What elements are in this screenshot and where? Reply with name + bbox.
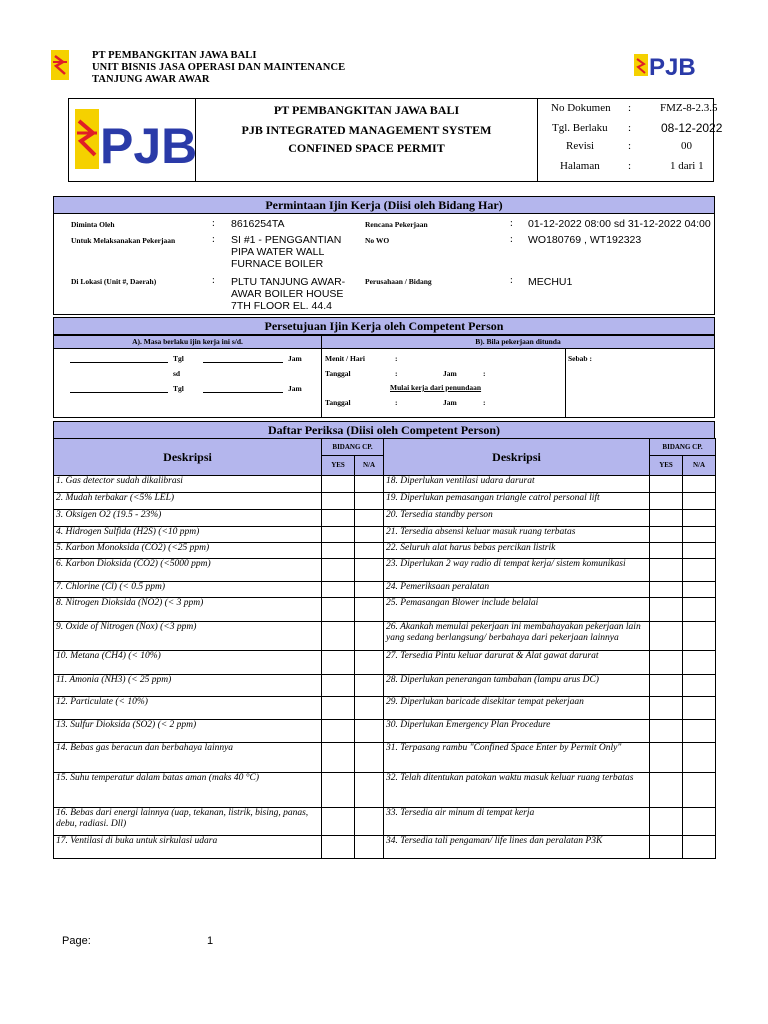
na-header-right: N/A <box>683 456 716 476</box>
doc-revision-value: 00 <box>681 140 692 152</box>
checkbox-na-left[interactable] <box>355 675 384 697</box>
page-number: 1 <box>207 935 214 947</box>
company-name: PT PEMBANGKITAN JAWA BALI <box>92 50 257 61</box>
doc-date-value: 08-12-2022 <box>661 121 723 135</box>
diminta-value: 8616254TA <box>231 218 285 230</box>
doc-revision-label: Revisi <box>566 140 595 152</box>
doc-number-label: No Dokumen <box>551 102 611 114</box>
checkbox-na-right[interactable] <box>683 808 716 836</box>
approval-divider-1 <box>321 348 322 418</box>
checkbox-na-right[interactable] <box>683 582 716 598</box>
tgl-line-2 <box>70 392 168 393</box>
yes-header-right: YES <box>650 456 683 476</box>
untuk-value <box>231 234 341 270</box>
tanggal-label-1: Tanggal <box>325 369 351 378</box>
checklist-item-right: 32. Telah ditentukan patokan waktu masuk keluar ruang terbatas <box>384 773 650 808</box>
checkbox-na-left[interactable] <box>355 493 384 510</box>
checklist-row <box>54 808 716 836</box>
checkbox-na-left[interactable] <box>355 773 384 808</box>
sebab-label: Sebab : <box>568 354 592 363</box>
checklist-item-right: 29. Diperlukan baricade disekitar tempat pekerjaan <box>384 697 650 720</box>
approval-divider-2 <box>565 348 566 418</box>
tgl-line-1 <box>70 362 168 363</box>
checkbox-na-right[interactable] <box>683 559 716 582</box>
checklist-row <box>54 476 716 493</box>
checklist-row <box>54 675 716 697</box>
checklist-row <box>54 651 716 675</box>
jam-label-1: Jam <box>288 354 302 363</box>
checkbox-yes-left[interactable] <box>322 697 355 720</box>
pjb-logo-top-right <box>632 50 704 80</box>
checklist-item-left: 2. Mudah terbakar (<5% LEL) <box>54 493 322 510</box>
doc-number-colon: : <box>628 102 632 114</box>
checklist-row <box>54 543 716 559</box>
checklist-item-right: 19. Diperlukan pemasangan triangle catrol personal lift <box>384 493 650 510</box>
doc-date-colon: : <box>628 122 632 134</box>
checkbox-na-left[interactable] <box>355 543 384 559</box>
menit-hari-colon: : <box>395 354 398 363</box>
checkbox-na-right[interactable] <box>683 493 716 510</box>
section-approval-title: Persetujuan Ijin Kerja oleh Competent Person <box>53 317 715 335</box>
checklist-item-left: 8. Nitrogen Dioksida (NO2) (< 3 ppm) <box>54 598 322 622</box>
checklist-row <box>54 598 716 622</box>
company-unit: UNIT BISNIS JASA OPERASI DAN MAINTENANCE <box>92 62 346 73</box>
checkbox-na-right[interactable] <box>683 743 716 773</box>
section-checklist-title: Daftar Periksa (Diisi oleh Competent Person) <box>53 421 715 439</box>
tgl-label-1: Tgl <box>173 354 184 363</box>
jam-line-2 <box>203 392 283 393</box>
checkbox-yes-right[interactable] <box>650 622 683 651</box>
checkbox-yes-left[interactable] <box>322 743 355 773</box>
checklist-item-left: 3. Oksigen O2 (19.5 - 23%) <box>54 510 322 527</box>
lokasi-line-1: PLTU TANJUNG AWAR- <box>231 276 346 288</box>
checklist-item-left: 17. Ventilasi di buka untuk sirkulasi udara <box>54 836 322 859</box>
checkbox-yes-left[interactable] <box>322 622 355 651</box>
checkbox-na-left[interactable] <box>355 582 384 598</box>
checkbox-yes-right[interactable] <box>650 675 683 697</box>
checkbox-yes-right[interactable] <box>650 808 683 836</box>
checkbox-yes-left[interactable] <box>322 808 355 836</box>
checkbox-yes-right[interactable] <box>650 743 683 773</box>
checkbox-yes-left[interactable] <box>322 773 355 808</box>
checklist-item-left: 15. Suhu temperatur dalam batas aman (maks 40 °C) <box>54 773 322 808</box>
checkbox-yes-left[interactable] <box>322 675 355 697</box>
checklist-item-right: 20. Tersedia standby person <box>384 510 650 527</box>
tanggal-colon-1: : <box>395 369 398 378</box>
jam-label-b1: Jam <box>443 369 457 378</box>
checklist-row <box>54 527 716 543</box>
checkbox-na-left[interactable] <box>355 720 384 743</box>
company-site: TANJUNG AWAR AWAR <box>92 74 210 85</box>
checkbox-na-left[interactable] <box>355 598 384 622</box>
deskripsi-header-left: Deskripsi <box>54 439 322 476</box>
checklist-item-right: 30. Diperlukan Emergency Plan Procedure <box>384 720 650 743</box>
na-header-left: N/A <box>355 456 384 476</box>
section-request-title: Permintaan Ijin Kerja (Diisi oleh Bidang Har) <box>53 196 715 214</box>
tanggal-colon-2: : <box>395 398 398 407</box>
checkbox-na-right[interactable] <box>683 697 716 720</box>
checkbox-yes-right[interactable] <box>650 651 683 675</box>
checklist-item-right: 31. Terpasang rambu "Confined Space Enter by Permit Only" <box>384 743 650 773</box>
checklist-row <box>54 622 716 651</box>
jam-colon-b1: : <box>483 369 486 378</box>
checklist-item-right: 26. Akankah memulai pekerjaan ini membahayakan pekerjaan lain yang sedang berlangsung/ berbahaya dari pekerjaan lainnya <box>384 622 650 651</box>
doc-number-value: FMZ-8-2.3.5 <box>660 102 718 114</box>
jam-label-2: Jam <box>288 384 302 393</box>
checklist-item-right: 24. Pemeriksaan peralatan <box>384 582 650 598</box>
untuk-line-1: SI #1 - PENGGANTIAN <box>231 234 342 246</box>
header-title-permit: CONFINED SPACE PERMIT <box>288 141 445 155</box>
rencana-value: 01-12-2022 08:00 sd 31-12-2022 04:00 <box>528 218 711 230</box>
lokasi-line-3: 7TH FLOOR EL. 44.4 <box>231 300 332 312</box>
untuk-label: Untuk Melaksanakan Pekerjaan <box>71 236 176 245</box>
checklist-item-right: 34. Tersedia tali pengaman/ life lines dan peralatan P3K <box>384 836 650 859</box>
bidang-header-left: BIDANG CP. <box>322 439 384 456</box>
checkbox-yes-left[interactable] <box>322 582 355 598</box>
checklist-table <box>53 438 716 859</box>
svg-text:PJB: PJB <box>100 118 195 174</box>
perusahaan-colon: : <box>510 275 513 286</box>
checkbox-na-left[interactable] <box>355 836 384 859</box>
checkbox-na-left[interactable] <box>355 559 384 582</box>
header-titles <box>196 99 538 181</box>
checkbox-na-right[interactable] <box>683 476 716 493</box>
checklist-item-left: 6. Karbon Dioksida (CO2) (<5000 ppm) <box>54 559 322 582</box>
perusahaan-label: Perusahaan / Bidang <box>365 277 432 286</box>
checkbox-yes-left[interactable] <box>322 836 355 859</box>
checklist-item-left: 10. Metana (CH4) (< 10%) <box>54 651 322 675</box>
header-title-system: PJB INTEGRATED MANAGEMENT SYSTEM <box>241 123 492 137</box>
checkbox-na-right[interactable] <box>683 720 716 743</box>
checkbox-na-right[interactable] <box>683 651 716 675</box>
checklist-row <box>54 697 716 720</box>
checkbox-na-right[interactable] <box>683 510 716 527</box>
checkbox-yes-right[interactable] <box>650 720 683 743</box>
nowo-colon: : <box>510 234 513 245</box>
checklist-row <box>54 510 716 527</box>
checklist-item-left: 14. Bebas gas beracun dan berbahaya lainnya <box>54 743 322 773</box>
checklist-item-right: 28. Diperlukan penerangan tambahan (lampu arus DC) <box>384 675 650 697</box>
mulai-kerja-label: Mulai kerja dari penundaan <box>390 383 482 392</box>
checkbox-yes-left[interactable] <box>322 543 355 559</box>
pjb-logo-large <box>69 99 196 181</box>
deskripsi-header-right: Deskripsi <box>384 439 650 476</box>
checkbox-na-right[interactable] <box>683 622 716 651</box>
checklist-item-right: 25. Pemasangan Blower include belalai <box>384 598 650 622</box>
lokasi-colon: : <box>212 275 215 286</box>
checkbox-yes-right[interactable] <box>650 476 683 493</box>
checkbox-yes-right[interactable] <box>650 543 683 559</box>
checklist-item-left: 7. Chlorine (Cl) (< 0.5 ppm) <box>54 582 322 598</box>
checklist-item-left: 1. Gas detector sudah dikalibrasi <box>54 476 322 493</box>
checkbox-yes-left[interactable] <box>322 651 355 675</box>
checkbox-yes-right[interactable] <box>650 527 683 543</box>
doc-date-label: Tgl. Berlaku <box>552 122 608 134</box>
checklist-item-left: 11. Amonia (NH3) (< 25 ppm) <box>54 675 322 697</box>
doc-page-label: Halaman <box>560 160 600 172</box>
checkbox-na-left[interactable] <box>355 743 384 773</box>
lokasi-label: Di Lokasi (Unit #, Daerah) <box>71 277 157 286</box>
checkbox-na-left[interactable] <box>355 651 384 675</box>
checklist-item-right: 33. Tersedia air minum di tempat kerja <box>384 808 650 836</box>
rencana-label: Rencana Pekerjaan <box>365 220 428 229</box>
checklist-item-right: 18. Diperlukan ventilasi udara darurat <box>384 476 650 493</box>
jam-label-b2: Jam <box>443 398 457 407</box>
rencana-colon: : <box>510 218 513 229</box>
untuk-line-2: PIPA WATER WALL <box>231 246 325 258</box>
checkbox-yes-left[interactable] <box>322 720 355 743</box>
checklist-row <box>54 743 716 773</box>
bidang-header-right: BIDANG CP. <box>650 439 716 456</box>
checkbox-yes-left[interactable] <box>322 493 355 510</box>
menit-hari-label: Menit / Hari <box>325 354 365 363</box>
jam-line-1 <box>203 362 283 363</box>
checkbox-yes-right[interactable] <box>650 510 683 527</box>
jam-colon-b2: : <box>483 398 486 407</box>
untuk-line-3: FURNACE BOILER <box>231 258 324 270</box>
checklist-item-right: 27. Tersedia Pintu keluar darurat & Alat gawat darurat <box>384 651 650 675</box>
checkbox-na-left[interactable] <box>355 476 384 493</box>
checkbox-na-left[interactable] <box>355 510 384 527</box>
checklist-item-left: 12. Particulate (< 10%) <box>54 697 322 720</box>
checkbox-na-right[interactable] <box>683 836 716 859</box>
company-logo-small <box>46 48 74 82</box>
doc-page-colon: : <box>628 160 632 172</box>
checklist-item-left: 9. Oxide of Nitrogen (Nox) (<3 ppm) <box>54 622 322 651</box>
checklist-row <box>54 720 716 743</box>
checklist-item-left: 16. Bebas dari energi lainnya (uap, tekanan, listrik, bising, panas, debu, radiasi. Dll) <box>54 808 322 836</box>
checklist-row <box>54 559 716 582</box>
checklist-item-left: 5. Karbon Monoksida (CO2) (<25 ppm) <box>54 543 322 559</box>
checklist-row <box>54 493 716 510</box>
lokasi-value <box>231 276 345 312</box>
lokasi-line-2: AWAR BOILER HOUSE <box>231 288 344 300</box>
checkbox-yes-right[interactable] <box>650 493 683 510</box>
diminta-label: Diminta Oleh <box>71 220 115 229</box>
tanggal-label-2: Tanggal <box>325 398 351 407</box>
checklist-item-left: 13. Sulfur Dioksida (SO2) (< 2 ppm) <box>54 720 322 743</box>
sd-label: sd <box>173 369 181 378</box>
svg-text:PJB: PJB <box>649 54 696 80</box>
tgl-label-2: Tgl <box>173 384 184 393</box>
checkbox-na-right[interactable] <box>683 773 716 808</box>
checkbox-yes-left[interactable] <box>322 559 355 582</box>
page-label: Page: <box>62 935 91 947</box>
checkbox-na-left[interactable] <box>355 808 384 836</box>
checkbox-yes-right[interactable] <box>650 559 683 582</box>
yes-header-left: YES <box>322 456 355 476</box>
checklist-item-right: 21. Tersedia absensi keluar masuk ruang terbatas <box>384 527 650 543</box>
checkbox-na-left[interactable] <box>355 527 384 543</box>
checkbox-yes-left[interactable] <box>322 510 355 527</box>
checkbox-na-left[interactable] <box>355 697 384 720</box>
nowo-label: No WO <box>365 236 390 245</box>
checkbox-yes-right[interactable] <box>650 582 683 598</box>
approval-box <box>53 348 715 418</box>
checkbox-yes-left[interactable] <box>322 527 355 543</box>
approval-sub-a: A). Masa berlaku ijin kerja ini s/d. <box>53 335 322 349</box>
checklist-row <box>54 836 716 859</box>
checkbox-yes-right[interactable] <box>650 836 683 859</box>
checkbox-yes-right[interactable] <box>650 773 683 808</box>
checkbox-yes-left[interactable] <box>322 598 355 622</box>
checkbox-na-left[interactable] <box>355 622 384 651</box>
checkbox-yes-right[interactable] <box>650 697 683 720</box>
nowo-value: WO180769 , WT192323 <box>528 234 642 246</box>
untuk-colon: : <box>212 234 215 245</box>
approval-sub-b: B). Bila pekerjaan ditunda <box>321 335 715 349</box>
checkbox-na-right[interactable] <box>683 527 716 543</box>
header-title-company: PT PEMBANGKITAN JAWA BALI <box>273 103 460 117</box>
checklist-row <box>54 582 716 598</box>
doc-revision-colon: : <box>628 140 632 152</box>
checkbox-na-right[interactable] <box>683 675 716 697</box>
diminta-colon: : <box>212 218 215 229</box>
checkbox-yes-left[interactable] <box>322 476 355 493</box>
checkbox-na-right[interactable] <box>683 598 716 622</box>
perusahaan-value: MECHU1 <box>528 276 573 288</box>
checklist-row <box>54 773 716 808</box>
checkbox-na-right[interactable] <box>683 543 716 559</box>
doc-page-value: 1 dari 1 <box>670 160 704 172</box>
checklist-item-right: 23. Diperlukan 2 way radio di tempat kerja/ sistem komunikasi <box>384 559 650 582</box>
checklist-item-left: 4. Hidrogen Sulfida (H2S) (<10 ppm) <box>54 527 322 543</box>
checklist-item-right: 22. Seluruh alat harus bebas percikan listrik <box>384 543 650 559</box>
checkbox-yes-right[interactable] <box>650 598 683 622</box>
